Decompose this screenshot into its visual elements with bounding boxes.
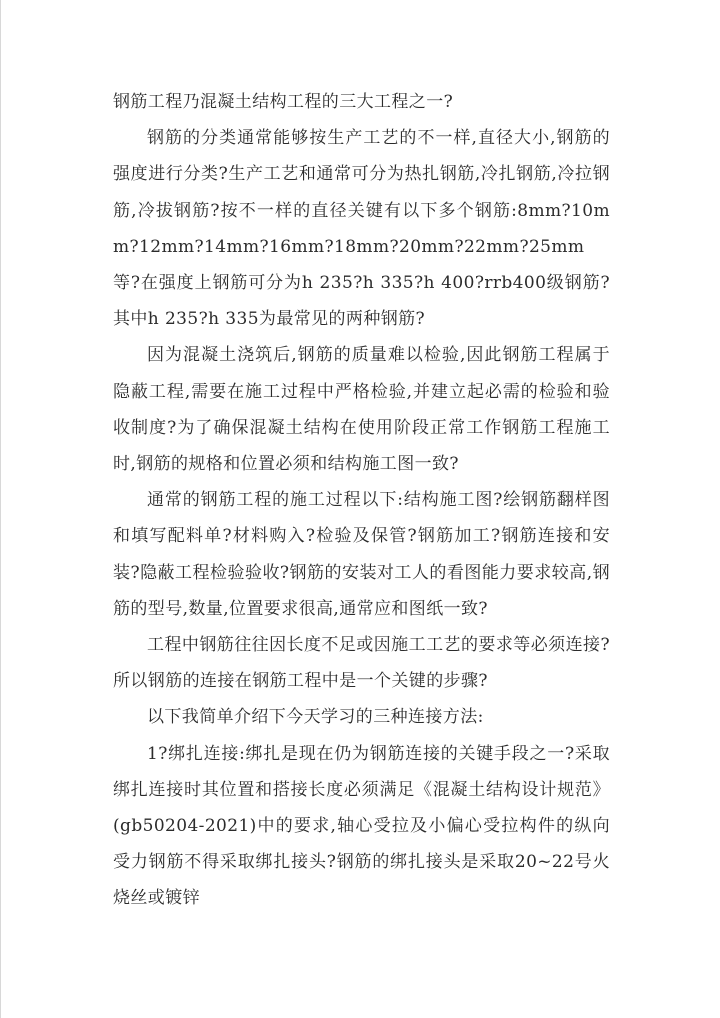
paragraph-6: 以下我简单介绍下今天学习的三种连接方法: — [147, 707, 484, 728]
paragraph-2: 钢筋的分类通常能够按生产工艺的不一样,直径大小,钢筋的强度进行分类?生产工艺和通常可分为热扎钢筋,冷扎钢筋,冷拉钢筋,冷拔钢筋?按不一样的直径关键有以下多个钢筋:8mm?10mm?12mm?14mm?16mm?18mm?20mm?22mm?25mm等?在强度上钢筋可分为h 235?h 335?h 400?rrb400级钢筋?其中h 235?h 335为最常见的两种钢筋? — [113, 128, 610, 330]
paragraph-1: 钢筋工程乃混凝土结构工程的三大工程之一? — [113, 92, 454, 112]
document-body — [113, 84, 610, 917]
paragraph-4: 通常的钢筋工程的施工过程以下:结构施工图?绘钢筋翻样图和填写配料单?材料购入?检验及保管?钢筋加工?钢筋连接和安装?隐蔽工程检验验收?钢筋的安装对工人的看图能力要求较高,钢筋的型号,数量,位置要求很高,通常应和图纸一致? — [113, 490, 610, 619]
paragraph-3: 因为混凝土浇筑后,钢筋的质量难以检验,因此钢筋工程属于隐蔽工程,需要在施工过程中严格检验,并建立起必需的检验和验收制度?为了确保混凝土结构在使用阶段正常工作钢筋工程施工时,钢筋的规格和位置必须和结构施工图一致? — [113, 345, 610, 475]
paragraph-7: 1?绑扎连接:绑扎是现在仍为钢筋连接的关键手段之一?采取绑扎连接时其位置和搭接长度必须满足《混凝土结构设计规范》(gb50204-2021)中的要求,轴心受拉及小偏心受拉构件的纵向受力钢筋不得采取绑扎接头?钢筋的绑扎接头是采取20~22号火烧丝或镀锌 — [113, 743, 610, 909]
paragraph-5: 工程中钢筋往往因长度不足或因施工工艺的要求等必须连接?所以钢筋的连接在钢筋工程中是一个关键的步骤? — [113, 635, 610, 692]
